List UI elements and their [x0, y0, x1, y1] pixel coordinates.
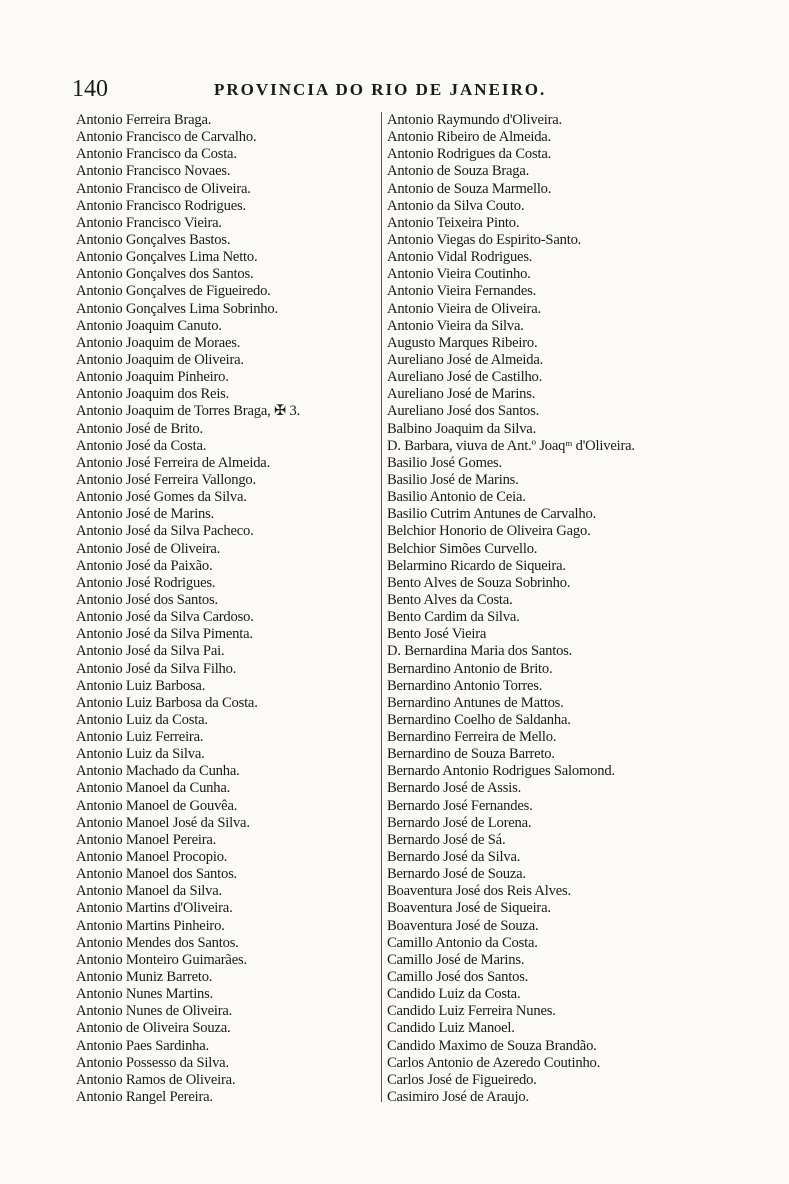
name-entry: Antonio José Gomes da Silva. [76, 489, 247, 506]
name-entry: Antonio Manoel dos Santos. [76, 866, 238, 883]
name-entry: Carlos José de Figueiredo. [387, 1071, 537, 1088]
name-entry: Bento Alves de Souza Sobrinho. [387, 574, 571, 591]
name-entry: Candido Luiz Ferreira Nunes. [387, 1003, 556, 1020]
name-entry: Balbino Joaquim da Silva. [387, 420, 537, 437]
name-entry: Antonio Paes Sardinha. [76, 1037, 210, 1054]
name-entry: Boaventura José dos Reis Alves. [387, 883, 571, 900]
right-name-column [387, 112, 717, 1106]
name-entry: Antonio Gonçalves Bastos. [76, 231, 231, 248]
name-entry: Antonio Joaquim dos Reis. [76, 386, 230, 403]
name-entry: Antonio de Souza Braga. [387, 163, 530, 180]
name-entry: Candido Maximo de Souza Brandão. [387, 1037, 597, 1054]
name-entry: Antonio Joaquim de Moraes. [76, 334, 241, 351]
name-entry: Antonio José Rodrigues. [76, 574, 216, 591]
name-entry: Carlos Antonio de Azeredo Coutinho. [387, 1054, 601, 1071]
name-entry: Antonio José da Silva Pai. [76, 643, 225, 660]
name-entry: Candido Luiz da Costa. [387, 986, 521, 1003]
name-entry: Antonio Vieira da Silva. [387, 317, 524, 334]
name-entry: Antonio Luiz da Silva. [76, 746, 205, 763]
name-entry: Antonio Joaquim de Torres Braga, ✠ 3. [76, 403, 301, 420]
name-entry: Aureliano José de Marins. [387, 386, 536, 403]
name-entry: Antonio Francisco Novaes. [76, 163, 231, 180]
name-entry: Camillo José dos Santos. [387, 969, 529, 986]
name-entry: Bernardino Antonio Torres. [387, 677, 543, 694]
name-entry: Antonio Manoel Pereira. [76, 831, 217, 848]
left-name-column [76, 112, 376, 1106]
name-entry: Boaventura José de Souza. [387, 917, 539, 934]
name-entry: Aureliano José de Almeida. [387, 351, 544, 368]
name-entry: Augusto Marques Ribeiro. [387, 334, 538, 351]
name-entry: Antonio de Souza Marmello. [387, 180, 552, 197]
name-entry: Antonio José da Silva Pimenta. [76, 626, 253, 643]
name-entry: Antonio José de Brito. [76, 420, 203, 437]
name-entry: Antonio Machado da Cunha. [76, 763, 240, 780]
name-entry: Antonio Teixeira Pinto. [387, 214, 520, 231]
name-entry: Bernardo José de Sá. [387, 831, 506, 848]
column-divider [381, 112, 382, 1102]
name-entry: Antonio Manoel José da Silva. [76, 814, 250, 831]
name-entry: Antonio Gonçalves de Figueiredo. [76, 283, 271, 300]
name-entry: Basilio Antonio de Ceia. [387, 489, 526, 506]
name-entry: Antonio José de Oliveira. [76, 540, 221, 557]
name-entry: Antonio Luiz Ferreira. [76, 729, 204, 746]
name-entry: Bernardo José de Lorena. [387, 814, 532, 831]
name-entry: D. Barbara, viuva de Ant.º Joaqᵐ d'Oliveira. [387, 437, 635, 454]
name-entry: Bento Cardim da Silva. [387, 609, 520, 626]
name-entry: Antonio Joaquim Pinheiro. [76, 369, 229, 386]
name-entry: Antonio Luiz da Costa. [76, 711, 208, 728]
name-entry: Bernardo José Fernandes. [387, 797, 533, 814]
name-entry: Antonio José Ferreira Vallongo. [76, 471, 256, 488]
page-header [0, 76, 789, 106]
name-entry: Antonio Gonçalves Lima Sobrinho. [76, 300, 278, 317]
name-entry: Basilio José de Marins. [387, 471, 519, 488]
name-entry: Bernardo José da Silva. [387, 849, 521, 866]
name-entry: Antonio Rangel Pereira. [76, 1089, 213, 1106]
name-entry: Antonio Ribeiro de Almeida. [387, 129, 552, 146]
name-entry: Antonio Luiz Barbosa da Costa. [76, 694, 258, 711]
running-title: PROVINCIA DO RIO DE JANEIRO. [214, 80, 547, 99]
name-entry: Basilio José Gomes. [387, 454, 502, 471]
name-entry: Antonio Raymundo d'Oliveira. [387, 112, 562, 128]
name-entry: Bernardino Antunes de Mattos. [387, 694, 564, 711]
name-entry: Basilio Cutrim Antunes de Carvalho. [387, 506, 597, 523]
name-entry: Belchior Honorio de Oliveira Gago. [387, 523, 591, 540]
name-entry: Antonio Vieira Coutinho. [387, 266, 531, 283]
name-entry: Antonio Muniz Barreto. [76, 969, 213, 986]
name-entry: Antonio José da Paixão. [76, 557, 213, 574]
name-entry: Antonio Nunes de Oliveira. [76, 1003, 233, 1020]
name-entry: Antonio José Ferreira de Almeida. [76, 454, 271, 471]
name-entry: Antonio Joaquim de Oliveira. [76, 351, 244, 368]
name-entry: Antonio José da Silva Pacheco. [76, 523, 254, 540]
name-entry: Aureliano José dos Santos. [387, 403, 540, 420]
name-entry: Bernardino de Souza Barreto. [387, 746, 555, 763]
name-entry: Camillo José de Marins. [387, 951, 525, 968]
name-entry: Antonio Manoel da Cunha. [76, 780, 231, 797]
name-entry: Antonio Vidal Rodrigues. [387, 249, 533, 266]
name-entry: Antonio José da Silva Cardoso. [76, 609, 254, 626]
name-entry: Antonio Vieira de Oliveira. [387, 300, 541, 317]
name-entry: Casimiro José de Araujo. [387, 1089, 529, 1106]
name-entry: Antonio José da Costa. [76, 437, 207, 454]
name-entry: Antonio Francisco Rodrigues. [76, 197, 246, 214]
name-entry: Antonio Possesso da Silva. [76, 1054, 229, 1071]
name-entry: Antonio Nunes Martins. [76, 986, 214, 1003]
name-entry: Antonio José de Marins. [76, 506, 215, 523]
name-entry: Antonio Francisco de Carvalho. [76, 129, 257, 146]
name-entry: Bernardo José de Assis. [387, 780, 522, 797]
name-entry: Antonio Martins d'Oliveira. [76, 900, 233, 917]
name-entry: Camillo Antonio da Costa. [387, 934, 538, 951]
name-entry: Antonio Rodrigues da Costa. [387, 146, 552, 163]
name-entry: Belarmino Ricardo de Siqueira. [387, 557, 566, 574]
name-entry: Antonio José da Silva Filho. [76, 660, 237, 677]
name-entry: Antonio Joaquim Canuto. [76, 317, 222, 334]
name-entry: Bernardo José de Souza. [387, 866, 526, 883]
name-entry: Bento Alves da Costa. [387, 591, 513, 608]
name-entry: Antonio Gonçalves Lima Netto. [76, 249, 258, 266]
name-entry: Antonio Martins Pinheiro. [76, 917, 225, 934]
name-entry: Antonio Manoel da Silva. [76, 883, 222, 900]
name-entry: Antonio Francisco de Oliveira. [76, 180, 251, 197]
name-entry: Antonio Francisco da Costa. [76, 146, 237, 163]
name-entry: Antonio Ramos de Oliveira. [76, 1071, 236, 1088]
name-entry: Antonio Manoel de Gouvêa. [76, 797, 238, 814]
name-entry: Candido Luiz Manoel. [387, 1020, 515, 1037]
name-entry: Bento José Vieira [387, 626, 487, 643]
name-entry: Belchior Simões Curvello. [387, 540, 538, 557]
name-entry: Bernardino Antonio de Brito. [387, 660, 553, 677]
name-entry: Antonio Vieira Fernandes. [387, 283, 537, 300]
name-entry: Aureliano José de Castilho. [387, 369, 543, 386]
page-number: 140 [72, 76, 108, 102]
name-entry: D. Bernardina Maria dos Santos. [387, 643, 573, 660]
name-entry: Antonio da Silva Couto. [387, 197, 525, 214]
name-entry: Bernardino Coelho de Saldanha. [387, 711, 571, 728]
name-entry: Antonio de Oliveira Souza. [76, 1020, 231, 1037]
name-entry: Antonio Francisco Vieira. [76, 214, 222, 231]
name-entry: Bernardo Antonio Rodrigues Salomond. [387, 763, 615, 780]
name-entry: Antonio Manoel Procopio. [76, 849, 228, 866]
name-entry: Antonio Ferreira Braga. [76, 112, 212, 128]
name-entry: Boaventura José de Siqueira. [387, 900, 551, 917]
name-entry: Antonio Viegas do Espirito-Santo. [387, 231, 582, 248]
name-entry: Bernardino Ferreira de Mello. [387, 729, 557, 746]
name-entry: Antonio Monteiro Guimarães. [76, 951, 247, 968]
name-entry: Antonio Luiz Barbosa. [76, 677, 206, 694]
name-entry: Antonio José dos Santos. [76, 591, 218, 608]
name-entry: Antonio Gonçalves dos Santos. [76, 266, 254, 283]
name-entry: Antonio Mendes dos Santos. [76, 934, 239, 951]
